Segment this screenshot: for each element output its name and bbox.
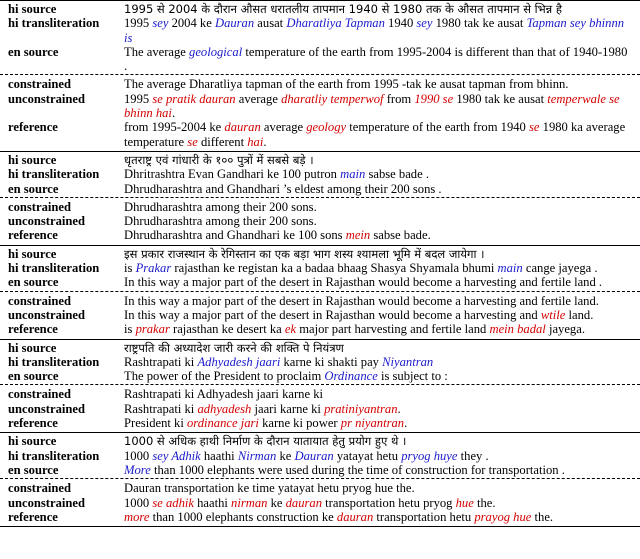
row-label: reference xyxy=(8,509,58,524)
row-text xyxy=(124,355,640,369)
constrained-row xyxy=(0,481,640,495)
row-label: hi transliteration xyxy=(8,167,100,182)
row-label: en source xyxy=(8,275,59,290)
source-group xyxy=(0,153,640,196)
row-text xyxy=(124,247,640,261)
unconstrained-row xyxy=(0,214,640,228)
unconstrained-row xyxy=(0,496,640,510)
row-label: unconstrained xyxy=(8,91,85,106)
highlighted-word: Dauran xyxy=(294,448,334,463)
text-segment: from xyxy=(383,91,415,106)
source-group xyxy=(0,434,640,477)
text-segment: is xyxy=(124,261,136,276)
hi-transliteration-row xyxy=(0,355,640,369)
row-label: en source xyxy=(8,369,59,384)
row-text xyxy=(124,481,640,495)
text-segment: . xyxy=(171,106,176,121)
constrained-row xyxy=(0,294,640,308)
text-segment: Rashtrapati ki xyxy=(124,354,198,369)
text-segment: haathi xyxy=(200,448,238,463)
row-text xyxy=(124,2,640,16)
example-block xyxy=(0,339,640,433)
row-text xyxy=(124,77,640,91)
text-segment: 1995 xyxy=(124,91,153,106)
text-segment: ke xyxy=(267,495,286,510)
highlighted-word: sey xyxy=(416,16,433,31)
text-segment: temperature of the earth from 1940 xyxy=(346,120,529,135)
highlighted-word: sey xyxy=(152,16,169,31)
text-segment: Dhrudharashtra and Ghandhari ’s eldest among their 200 sons . xyxy=(124,181,442,196)
en-source-row xyxy=(0,45,640,74)
output-group xyxy=(0,73,640,148)
row-text xyxy=(124,402,640,416)
text-segment: land. xyxy=(565,307,594,322)
highlighted-word: Dauran xyxy=(214,16,255,31)
highlighted-word: Adhyadesh jaari xyxy=(197,354,281,369)
text-segment: karne ki power xyxy=(258,416,341,431)
highlighted-word: mein badal xyxy=(489,322,546,337)
text-segment: average xyxy=(235,91,282,106)
highlighted-word: prayog hue xyxy=(474,509,532,524)
text-segment: Dhrudharashtra among their 200 sons. xyxy=(124,199,317,214)
text-segment: rajasthan ke desert ka xyxy=(169,322,285,337)
highlighted-word: Ordinance xyxy=(324,369,378,384)
highlighted-word: dauran xyxy=(336,509,374,524)
hi-source-row xyxy=(0,153,640,167)
row-label: hi transliteration xyxy=(8,448,100,463)
row-text xyxy=(124,294,640,308)
row-label: unconstrained xyxy=(8,495,85,510)
example-block xyxy=(0,432,640,527)
example-block xyxy=(0,151,640,245)
text-segment: haathi xyxy=(193,495,232,510)
text-segment: In this way a major part of the desert in Rajasthan would become a harvesting and fertile land . xyxy=(124,275,603,290)
text-segment: President ki xyxy=(124,416,187,431)
row-label: hi transliteration xyxy=(8,261,100,276)
example-block xyxy=(0,0,640,151)
row-text xyxy=(124,308,640,322)
source-group xyxy=(0,247,640,290)
text-segment: than 1000 elephants construction ke xyxy=(149,509,337,524)
text-segment: 2004 ke xyxy=(168,16,215,31)
text-segment: राष्ट्रपति की अध्यादेश जारी करने की शक्ति पे नियंत्रण xyxy=(124,340,344,355)
text-segment: 1980 tak ke ausat xyxy=(432,16,527,31)
text-segment: Rashtrapati ki Adhyadesh jaari karne ki xyxy=(124,387,323,402)
text-segment: In this way a major part of the desert in Rajasthan would become a harvesting and xyxy=(124,307,541,322)
text-segment: 1000 xyxy=(124,448,153,463)
row-label: constrained xyxy=(8,77,71,92)
highlighted-word: pr niyantran xyxy=(340,416,405,431)
row-text xyxy=(124,387,640,401)
highlighted-word: geology xyxy=(306,120,347,135)
unconstrained-row xyxy=(0,402,640,416)
text-segment: jayega. xyxy=(545,322,585,337)
row-label: constrained xyxy=(8,387,71,402)
text-segment: from 1995-2004 ke xyxy=(124,120,225,135)
highlighted-word: Tapman sey bhinnn is xyxy=(124,16,625,45)
highlighted-word: Prakar xyxy=(135,261,172,276)
hi-source-row xyxy=(0,2,640,16)
row-text xyxy=(124,120,640,149)
highlighted-word: wtile xyxy=(540,307,566,322)
row-label: constrained xyxy=(8,199,71,214)
row-label: en source xyxy=(8,44,59,59)
text-segment: major part harvesting and fertile land xyxy=(296,322,490,337)
hi-transliteration-row xyxy=(0,167,640,181)
text-segment: . xyxy=(263,134,267,149)
reference-row xyxy=(0,416,640,430)
text-segment: . xyxy=(397,401,401,416)
hi-transliteration-row xyxy=(0,449,640,463)
text-segment: ke xyxy=(276,448,295,463)
row-label: hi source xyxy=(8,434,57,449)
highlighted-word: adhyadesh xyxy=(197,401,252,416)
row-label: hi source xyxy=(8,2,57,16)
row-text xyxy=(124,153,640,167)
reference-row xyxy=(0,120,640,149)
highlighted-word: pratiniyantran xyxy=(324,401,398,416)
unconstrained-row xyxy=(0,308,640,322)
text-segment: धृतराष्ट्र एवं गांधारी के १०० पुत्रों में सबसे बड़े । xyxy=(124,152,314,167)
reference-row xyxy=(0,228,640,242)
highlighted-word: temperwale se bhinn hai xyxy=(124,91,620,121)
row-label: unconstrained xyxy=(8,214,85,229)
row-text xyxy=(124,510,640,524)
en-source-row xyxy=(0,369,640,383)
row-text xyxy=(124,214,640,228)
row-text xyxy=(124,449,640,463)
row-label: constrained xyxy=(8,293,71,308)
row-label: unconstrained xyxy=(8,401,85,416)
highlighted-word: main xyxy=(340,167,366,182)
row-text xyxy=(124,434,640,448)
row-text xyxy=(124,275,640,289)
text-segment: sabse bade . xyxy=(365,167,429,182)
en-source-row xyxy=(0,182,640,196)
text-segment: The power of the President to proclaim xyxy=(124,369,325,384)
text-segment: 1940 xyxy=(384,16,417,31)
highlighted-word: sey Adhik xyxy=(152,448,201,463)
row-label: reference xyxy=(8,120,58,135)
row-text xyxy=(124,45,640,74)
highlighted-word: main xyxy=(497,261,523,276)
text-segment: is xyxy=(124,322,136,337)
text-segment: is subject to : xyxy=(377,369,448,384)
row-text xyxy=(124,496,640,510)
text-segment: than 1000 elephants were used during the time of construction for transportation . xyxy=(150,462,565,477)
output-group xyxy=(0,383,640,430)
row-label: en source xyxy=(8,181,59,196)
text-segment: 1980 ka average temperature xyxy=(124,120,626,149)
text-segment: ausat xyxy=(254,16,287,31)
highlighted-word: dauran xyxy=(285,495,323,510)
row-label: hi transliteration xyxy=(8,354,100,369)
row-label: reference xyxy=(8,228,58,243)
highlighted-word: se xyxy=(187,134,198,149)
highlighted-word: 1990 se xyxy=(414,91,454,106)
row-label: hi source xyxy=(8,152,57,167)
text-segment: the. xyxy=(531,509,554,524)
highlighted-word: nirman xyxy=(231,495,268,510)
text-segment: 1000 से अधिक हाथी निर्माण के दौरान यातायात हेतु प्रयोग हुए थे । xyxy=(124,434,407,449)
row-text xyxy=(124,369,640,383)
highlighted-word: pryog huye xyxy=(401,448,458,463)
highlighted-word: hue xyxy=(455,495,474,510)
highlighted-word: se xyxy=(529,120,540,135)
hi-source-row xyxy=(0,434,640,448)
text-segment: different xyxy=(197,134,248,149)
highlighted-word: dauran xyxy=(224,120,261,135)
text-segment: cange jayega . xyxy=(522,261,598,276)
highlighted-word: more xyxy=(124,509,150,524)
text-segment: temperature of the earth from 1995-2004 is different than that of 1940-1980 . xyxy=(124,44,628,74)
row-label: reference xyxy=(8,416,58,431)
row-label: hi source xyxy=(8,340,57,355)
text-segment: Dauran transportation ke time yatayat hetu pryog hue the. xyxy=(124,481,415,496)
text-segment: In this way a major part of the desert in Rajasthan would become a harvesting and fertile land. xyxy=(124,293,599,308)
row-text xyxy=(124,341,640,355)
highlighted-word: More xyxy=(124,462,151,477)
highlighted-word: hai xyxy=(247,134,264,149)
row-text xyxy=(124,416,640,430)
row-text xyxy=(124,182,640,196)
row-label: hi source xyxy=(8,246,57,261)
output-group xyxy=(0,196,640,243)
highlighted-word: Nirman xyxy=(237,448,277,463)
row-label: en source xyxy=(8,462,59,477)
text-segment: The average xyxy=(124,44,190,59)
highlighted-word: ordinance jari xyxy=(186,416,259,431)
output-group xyxy=(0,477,640,524)
text-segment: the. xyxy=(473,495,496,510)
text-segment: The average Dharatliya tapman of the earth from 1995 -tak ke ausat tapman from bhinn. xyxy=(124,77,569,92)
highlighted-word: geological xyxy=(189,44,243,59)
text-segment: Dhrudharashtra among their 200 sons. xyxy=(124,214,317,229)
text-segment: Dhrudharashtra and Ghandhari ke 100 sons xyxy=(124,228,346,243)
text-segment: 1995 से 2004 के दौरान औसत धरातलीय तापमान 1940 से 1980 तक के औसत तापमान से भिन्न है xyxy=(124,2,563,16)
en-source-row xyxy=(0,275,640,289)
highlighted-word: mein xyxy=(345,228,371,243)
text-segment: 1980 tak ke ausat xyxy=(453,91,548,106)
highlighted-word: Dharatliya Tapman xyxy=(286,16,385,31)
row-label: unconstrained xyxy=(8,307,85,322)
row-text xyxy=(124,16,640,45)
row-text xyxy=(124,200,640,214)
row-text xyxy=(124,228,640,242)
constrained-row xyxy=(0,200,640,214)
hi-transliteration-row xyxy=(0,261,640,275)
source-group xyxy=(0,341,640,384)
row-text xyxy=(124,92,640,121)
text-segment: they . xyxy=(457,448,489,463)
constrained-row xyxy=(0,77,640,91)
highlighted-word: Niyantran xyxy=(382,354,434,369)
text-segment: Rashtrapati ki xyxy=(124,401,198,416)
output-group xyxy=(0,290,640,337)
row-label: constrained xyxy=(8,481,71,496)
row-text xyxy=(124,463,640,477)
text-segment: transportation hetu xyxy=(373,509,475,524)
reference-row xyxy=(0,510,640,524)
text-segment: Dhritrashtra Evan Gandhari ke 100 putron xyxy=(124,167,341,182)
source-group xyxy=(0,2,640,73)
text-segment: 1995 xyxy=(124,16,153,31)
hi-transliteration-row xyxy=(0,16,640,45)
row-text xyxy=(124,167,640,181)
highlighted-word: prakar xyxy=(135,322,170,337)
text-segment: yatayat hetu xyxy=(333,448,402,463)
highlighted-word: se pratik dauran xyxy=(152,91,236,106)
text-segment: transportation hetu pryog xyxy=(322,495,456,510)
text-segment: jaari karne ki xyxy=(251,401,325,416)
text-segment: average xyxy=(260,120,307,135)
en-source-row xyxy=(0,463,640,477)
highlighted-word: se adhik xyxy=(152,495,194,510)
highlighted-word: dharatliy temperwof xyxy=(281,91,384,106)
row-label: reference xyxy=(8,322,58,337)
example-block xyxy=(0,245,640,339)
reference-row xyxy=(0,322,640,336)
hi-source-row xyxy=(0,247,640,261)
text-segment: karne ki shakti pay xyxy=(280,354,383,369)
highlighted-word: ek xyxy=(284,322,297,337)
text-segment: इस प्रकार राजस्थान के रेगिस्तान का एक बड़ा भाग शस्य श्यामला भूमि में बदल जायेगा । xyxy=(124,246,485,261)
row-text xyxy=(124,261,640,275)
text-segment: rajasthan ke registan ka a badaa bhaag Shasya Shyamala bhumi xyxy=(171,261,498,276)
text-segment: sabse bade. xyxy=(370,228,431,243)
text-segment: . xyxy=(404,416,408,431)
unconstrained-row xyxy=(0,92,640,121)
row-label: hi transliteration xyxy=(8,16,100,31)
row-text xyxy=(124,322,640,336)
constrained-row xyxy=(0,387,640,401)
text-segment: 1000 xyxy=(124,495,153,510)
hi-source-row xyxy=(0,341,640,355)
